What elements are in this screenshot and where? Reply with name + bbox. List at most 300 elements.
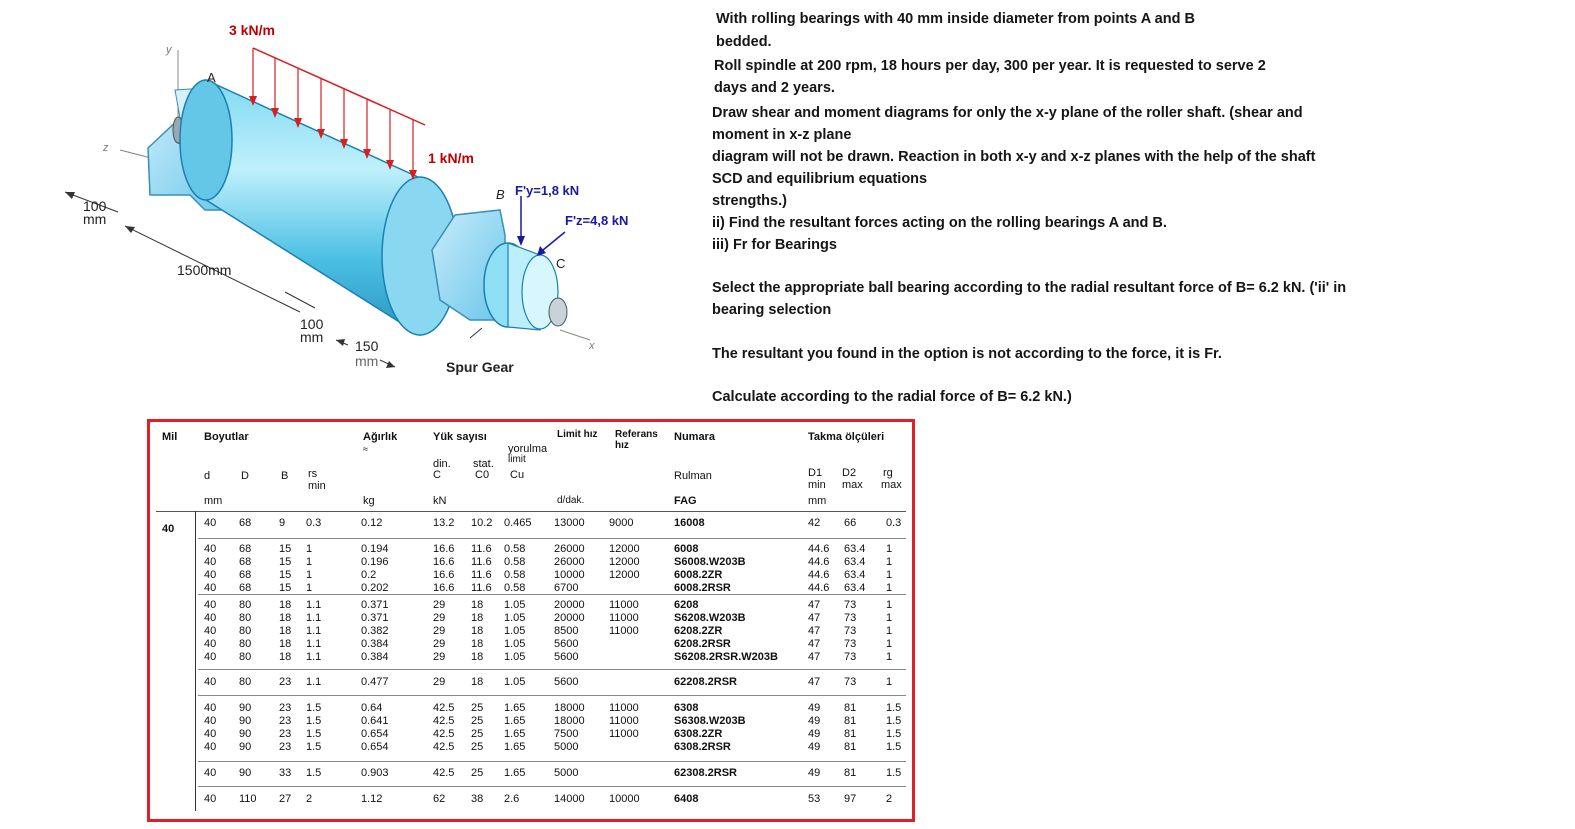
cell-bearing-number: 6208	[674, 599, 699, 611]
cell-bearing-number: S6208.W203B	[674, 612, 746, 624]
cell-D: 90	[239, 728, 252, 740]
cell-C: 16.6	[433, 543, 455, 555]
cell-weight: 0.477	[361, 676, 389, 688]
problem-line: ii) Find the resultant forces acting on the rolling bearings A and B.	[712, 215, 1167, 231]
cell-d: 40	[204, 702, 217, 714]
cell-D: 68	[239, 517, 252, 529]
force-fy-label: F'y=1,8 kN	[515, 183, 580, 198]
header-yuk-sayisi: Yük sayısı	[433, 431, 487, 443]
cell-C: 42.5	[433, 767, 455, 779]
problem-line: Select the appropriate ball bearing according to the radial resultant force of B= 6.2 kN. ('ii' in	[712, 280, 1347, 296]
cell-Cu: 0.58	[504, 543, 526, 555]
cell-C0: 25	[471, 702, 484, 714]
cell-D1: 47	[808, 625, 821, 637]
cell-bearing-number: S6308.W203B	[674, 715, 746, 727]
x-axis-line	[560, 330, 590, 340]
mil-column-divider	[195, 511, 196, 811]
cell-D2: 81	[844, 715, 857, 727]
cell-C0: 38	[471, 793, 484, 805]
header-rulman: Rulman	[674, 470, 712, 482]
cell-B: 9	[279, 517, 286, 529]
problem-line: bearing selection	[712, 302, 832, 318]
cell-limit-speed: 7500	[554, 728, 579, 740]
cell-D2: 73	[844, 599, 857, 611]
group-divider	[198, 786, 906, 787]
cell-D: 80	[239, 599, 252, 611]
cell-D: 90	[239, 767, 252, 779]
cell-limit-speed: 20000	[554, 612, 585, 624]
cell-d: 40	[204, 582, 217, 594]
cell-d: 40	[204, 556, 217, 568]
cell-d: 40	[204, 612, 217, 624]
cell-Cu: 1.05	[504, 625, 526, 637]
cell-reference-speed: 12000	[609, 556, 640, 568]
cell-bearing-number: S6008.W203B	[674, 556, 746, 568]
cell-rg: 1	[886, 556, 893, 568]
gear-forces	[517, 196, 565, 256]
header-referans: Referans	[615, 429, 658, 440]
cell-d: 40	[204, 793, 217, 805]
cell-D: 90	[239, 715, 252, 727]
cell-B: 15	[279, 582, 292, 594]
cell-Cu: 2.6	[504, 793, 520, 805]
cell-rs: 1.5	[306, 702, 322, 714]
cell-D1: 44.6	[808, 582, 830, 594]
cell-d: 40	[204, 715, 217, 727]
cell-weight: 0.12	[361, 517, 383, 529]
bearing-table-frame	[147, 419, 915, 822]
cell-D: 80	[239, 651, 252, 663]
cell-limit-speed: 8500	[554, 625, 579, 637]
cell-d: 40	[204, 676, 217, 688]
cell-d: 40	[204, 517, 217, 529]
cell-bearing-number: 6308	[674, 702, 699, 714]
header-yorulma: yorulma	[508, 443, 548, 455]
cell-C0: 18	[471, 625, 484, 637]
unit-kg: kg	[363, 495, 375, 507]
cell-bearing-number: S6208.2RSR.W203B	[674, 651, 778, 663]
cell-reference-speed: 11000	[609, 715, 639, 727]
cell-C0: 10.2	[471, 517, 493, 529]
cell-limit-speed: 26000	[554, 556, 585, 568]
cell-Cu: 1.65	[504, 728, 526, 740]
cell-D2: 63.4	[844, 582, 866, 594]
cell-limit-speed: 18000	[554, 702, 585, 714]
unit-ddak: d/dak.	[557, 495, 585, 506]
cell-C0: 11.6	[471, 543, 492, 555]
problem-statement	[712, 8, 1472, 408]
cell-d: 40	[204, 543, 217, 555]
cell-reference-speed: 11000	[609, 612, 639, 624]
dim-left-100-unit: mm	[83, 211, 107, 227]
cell-rs: 1.1	[306, 651, 322, 663]
cell-weight: 1.12	[361, 793, 383, 805]
header-din: din.	[433, 458, 451, 470]
cell-bearing-number: 6208.2ZR	[674, 625, 723, 637]
cell-C0: 18	[471, 599, 484, 611]
cell-B: 18	[279, 612, 292, 624]
cell-D1: 47	[808, 651, 821, 663]
problem-line: Calculate according to the radial force of B= 6.2 kN.)	[712, 389, 1072, 405]
cell-bearing-number: 62308.2RSR	[674, 767, 737, 779]
cell-limit-speed: 5600	[554, 676, 579, 688]
cell-D1: 47	[808, 612, 821, 624]
cell-C: 16.6	[433, 556, 455, 568]
cell-Cu: 1.65	[504, 767, 526, 779]
header-rs: rs	[308, 468, 318, 480]
header-mil: Mil	[162, 431, 178, 443]
cell-reference-speed: 12000	[609, 569, 640, 581]
cell-bearing-number: 16008	[674, 517, 705, 529]
cell-rg: 1.5	[886, 728, 902, 740]
cell-rg: 1	[886, 582, 893, 594]
dim-mid-100-unit: mm	[300, 329, 324, 345]
cell-D: 68	[239, 569, 252, 581]
cell-Cu: 1.65	[504, 741, 526, 753]
cell-limit-speed: 14000	[554, 793, 585, 805]
cell-bearing-number: 6008	[674, 543, 699, 555]
header-takma: Takma ölçüleri	[808, 431, 885, 443]
cell-rs: 1.1	[306, 612, 322, 624]
cell-C: 29	[433, 638, 446, 650]
cell-D2: 73	[844, 676, 857, 688]
cell-Cu: 1.05	[504, 651, 526, 663]
cell-rg: 1	[886, 569, 893, 581]
cell-d: 40	[204, 728, 217, 740]
cell-C: 42.5	[433, 728, 455, 740]
force-fz-label: F'z=4,8 kN	[565, 213, 629, 228]
header-B: B	[281, 470, 289, 482]
cell-D2: 66	[844, 517, 857, 529]
problem-line: diagram will not be drawn. Reaction in both x-y and x-z planes with the help of the shaft	[712, 149, 1316, 165]
cell-weight: 0.64	[361, 702, 383, 714]
cell-D1: 47	[808, 599, 821, 611]
problem-line: With rolling bearings with 40 mm inside diameter from points A and B	[716, 11, 1195, 27]
cell-rg: 1	[886, 543, 893, 555]
cell-Cu: 1.65	[504, 702, 526, 714]
cell-reference-speed: 11000	[609, 625, 639, 637]
cell-d: 40	[204, 638, 217, 650]
cell-D: 90	[239, 741, 252, 753]
header-D2: D2	[842, 467, 857, 479]
cell-B: 23	[279, 728, 292, 740]
cell-C: 13.2	[433, 517, 455, 529]
cell-rs: 1.5	[306, 767, 322, 779]
cell-D2: 81	[844, 741, 857, 753]
cell-rs: 0.3	[306, 517, 322, 529]
cell-D: 68	[239, 582, 252, 594]
cell-C: 29	[433, 612, 446, 624]
cell-limit-speed: 5000	[554, 767, 579, 779]
unit-fag: FAG	[674, 495, 697, 507]
cell-rs: 1	[306, 543, 313, 555]
cell-C: 29	[433, 625, 446, 637]
cell-C: 29	[433, 651, 446, 663]
cell-C: 16.6	[433, 582, 455, 594]
cell-weight: 0.196	[361, 556, 389, 568]
cell-C: 62	[433, 793, 446, 805]
cell-weight: 0.903	[361, 767, 389, 779]
cell-rs: 1.5	[306, 715, 322, 727]
cell-bearing-number: 6308.2ZR	[674, 728, 723, 740]
cell-D2: 81	[844, 728, 857, 740]
cell-rg: 1.5	[886, 702, 902, 714]
cell-rs: 1.5	[306, 728, 322, 740]
cell-limit-speed: 5600	[554, 651, 579, 663]
cell-reference-speed: 9000	[609, 517, 634, 529]
group-divider	[198, 594, 906, 595]
cell-rs: 1.1	[306, 599, 322, 611]
header-Cu: Cu	[510, 469, 525, 481]
group-divider	[198, 695, 906, 696]
header-limit-hiz: Limit hız	[557, 429, 598, 440]
cell-limit-speed: 5600	[554, 638, 579, 650]
dim-mid-100-num: 100	[300, 316, 324, 332]
cell-D1: 42	[808, 517, 821, 529]
cell-Cu: 0.58	[504, 556, 526, 568]
cell-limit-speed: 26000	[554, 543, 585, 555]
cell-D1: 49	[808, 715, 821, 727]
cell-B: 15	[279, 556, 292, 568]
cell-C0: 25	[471, 728, 484, 740]
cell-rg: 1	[886, 625, 893, 637]
cell-reference-speed: 11000	[609, 702, 639, 714]
cell-D1: 49	[808, 728, 821, 740]
cell-D: 68	[239, 543, 252, 555]
cell-reference-speed: 10000	[609, 793, 640, 805]
header-C: C	[433, 469, 441, 481]
header-C0: C0	[475, 469, 490, 481]
cell-B: 23	[279, 715, 292, 727]
cell-weight: 0.382	[361, 625, 389, 637]
cell-rs: 1	[306, 556, 313, 568]
cell-C0: 25	[471, 715, 484, 727]
axis-y-label: y	[166, 44, 172, 56]
cell-B: 18	[279, 599, 292, 611]
cell-D: 80	[239, 612, 252, 624]
cell-B: 18	[279, 625, 292, 637]
cell-C0: 18	[471, 612, 484, 624]
cell-bearing-number: 6408	[674, 793, 699, 805]
problem-line: iii) Fr for Bearings	[712, 237, 837, 253]
mil-value: 40	[162, 523, 175, 535]
cell-weight: 0.2	[361, 569, 377, 581]
cell-rg: 2	[886, 793, 893, 805]
cell-C0: 18	[471, 676, 484, 688]
cell-rs: 1.1	[306, 625, 322, 637]
cell-C0: 18	[471, 638, 484, 650]
cell-limit-speed: 5000	[554, 741, 579, 753]
cell-reference-speed: 11000	[609, 599, 639, 611]
cell-D: 80	[239, 638, 252, 650]
header-d: d	[204, 470, 211, 482]
cell-weight: 0.202	[361, 582, 389, 594]
cell-Cu: 0.58	[504, 582, 526, 594]
axis-x-label: x	[589, 340, 595, 352]
spur-gear-label: Spur Gear	[446, 359, 514, 375]
cell-d: 40	[204, 651, 217, 663]
problem-line: days and 2 years.	[714, 80, 835, 96]
bearing-table	[150, 422, 912, 819]
cell-C0: 25	[471, 767, 484, 779]
problem-line: bedded.	[716, 34, 772, 50]
cell-C0: 25	[471, 741, 484, 753]
group-divider	[198, 669, 906, 670]
cell-rg: 1	[886, 612, 893, 624]
header-numara: Numara	[674, 431, 715, 443]
cell-D1: 49	[808, 702, 821, 714]
cell-D1: 44.6	[808, 543, 830, 555]
cell-D: 110	[239, 793, 257, 805]
cell-D1: 47	[808, 638, 821, 650]
header-D: D	[241, 470, 249, 482]
cell-C0: 11.6	[471, 582, 492, 594]
point-b-label: B	[496, 187, 505, 202]
cell-D2: 81	[844, 767, 857, 779]
cell-weight: 0.371	[361, 599, 389, 611]
axis-z-label: z	[103, 142, 109, 154]
cell-rs: 1.1	[306, 638, 322, 650]
cell-D2: 81	[844, 702, 857, 714]
cell-weight: 0.654	[361, 728, 389, 740]
problem-line: SCD and equilibrium equations	[712, 171, 928, 187]
cell-B: 27	[279, 793, 292, 805]
load-right-label: 1 kN/m	[428, 150, 474, 166]
cell-rg: 0.3	[886, 517, 902, 529]
cell-D1: 47	[808, 676, 821, 688]
cell-D1: 49	[808, 741, 821, 753]
cell-D2: 63.4	[844, 556, 866, 568]
cell-C0: 18	[471, 651, 484, 663]
cell-rg: 1	[886, 676, 893, 688]
cell-Cu: 1.65	[504, 715, 526, 727]
cell-B: 15	[279, 569, 292, 581]
cell-D2: 63.4	[844, 543, 866, 555]
header-boyutlar: Boyutlar	[204, 431, 249, 443]
header-D1-min: min	[808, 479, 826, 491]
cell-Cu: 1.05	[504, 612, 526, 624]
cell-D2: 97	[844, 793, 857, 805]
cell-Cu: 0.58	[504, 569, 526, 581]
cell-D1: 44.6	[808, 569, 830, 581]
dim-left-100-num: 100	[83, 198, 107, 214]
cell-weight: 0.371	[361, 612, 389, 624]
cell-rs: 1.5	[306, 741, 322, 753]
header-D2-max: max	[842, 479, 863, 491]
header-rg: rg	[883, 467, 893, 479]
cell-C: 16.6	[433, 569, 455, 581]
cell-rs: 1.1	[306, 676, 322, 688]
cell-B: 23	[279, 702, 292, 714]
load-left-label: 3 kN/m	[229, 22, 275, 38]
header-divider	[156, 511, 906, 512]
cell-bearing-number: 6308.2RSR	[674, 741, 731, 753]
cell-limit-speed: 18000	[554, 715, 585, 727]
cell-rg: 1.5	[886, 741, 902, 753]
unit-mm: mm	[204, 495, 223, 507]
cell-d: 40	[204, 767, 217, 779]
cell-d: 40	[204, 569, 217, 581]
cell-D2: 73	[844, 625, 857, 637]
cell-d: 40	[204, 599, 217, 611]
cell-Cu: 0.465	[504, 517, 532, 529]
header-limit: limit	[508, 454, 526, 465]
group-divider	[198, 761, 906, 762]
cell-limit-speed: 20000	[554, 599, 585, 611]
cell-B: 23	[279, 676, 292, 688]
cell-D: 68	[239, 556, 252, 568]
cell-reference-speed: 12000	[609, 543, 640, 555]
cell-d: 40	[204, 625, 217, 637]
header-rs-min: min	[308, 480, 326, 492]
cell-weight: 0.194	[361, 543, 389, 555]
cell-D2: 73	[844, 612, 857, 624]
point-a-label: A	[207, 70, 216, 85]
header-rg-max: max	[881, 479, 902, 491]
cell-rg: 1	[886, 599, 893, 611]
cell-D1: 44.6	[808, 556, 830, 568]
cell-limit-speed: 10000	[554, 569, 585, 581]
unit-mm-2: mm	[808, 495, 827, 507]
cell-rg: 1.5	[886, 715, 902, 727]
cell-bearing-number: 62208.2RSR	[674, 676, 737, 688]
cell-limit-speed: 6700	[554, 582, 579, 594]
cell-limit-speed: 13000	[554, 517, 585, 529]
problem-line: Draw shear and moment diagrams for only the x-y plane of the roller shaft. (shear and	[712, 105, 1303, 121]
roller-cylinder	[180, 80, 458, 335]
cell-B: 33	[279, 767, 292, 779]
cell-C: 29	[433, 676, 446, 688]
unit-kN: kN	[433, 495, 447, 507]
header-stat: stat.	[473, 458, 494, 470]
dim-1500-label: 1500mm	[177, 262, 232, 278]
cell-C: 42.5	[433, 741, 455, 753]
header-agirlik-symbol: ≈	[363, 444, 368, 454]
problem-line: moment in x-z plane	[712, 127, 852, 143]
cell-D: 80	[239, 676, 252, 688]
cell-B: 23	[279, 741, 292, 753]
cell-Cu: 1.05	[504, 638, 526, 650]
cell-weight: 0.654	[361, 741, 389, 753]
problem-line: Roll spindle at 200 rpm, 18 hours per day, 300 per year. It is requested to serve 2	[714, 58, 1266, 74]
cell-C: 29	[433, 599, 446, 611]
point-c-label: C	[556, 256, 566, 271]
cell-rg: 1	[886, 651, 893, 663]
cell-C0: 11.6	[471, 569, 492, 581]
problem-line: strengths.)	[712, 193, 787, 209]
group-divider	[198, 538, 906, 539]
cell-D2: 63.4	[844, 569, 866, 581]
cell-bearing-number: 6008.2RSR	[674, 582, 731, 594]
cell-D: 90	[239, 702, 252, 714]
cell-B: 15	[279, 543, 292, 555]
cell-weight: 0.641	[361, 715, 389, 727]
dim-150-unit: mm	[355, 353, 379, 369]
cell-rs: 1	[306, 569, 313, 581]
cell-rg: 1	[886, 638, 893, 650]
cell-B: 18	[279, 651, 292, 663]
cell-D2: 73	[844, 651, 857, 663]
cell-D: 80	[239, 625, 252, 637]
cell-B: 18	[279, 638, 292, 650]
cell-Cu: 1.05	[504, 676, 526, 688]
header-D1: D1	[808, 467, 823, 479]
dim-150-num: 150	[355, 338, 379, 354]
cell-rg: 1.5	[886, 767, 902, 779]
cell-D1: 49	[808, 767, 821, 779]
cell-C0: 11.6	[471, 556, 492, 568]
problem-line: The resultant you found in the option is not according to the force, it is Fr.	[712, 346, 1222, 362]
